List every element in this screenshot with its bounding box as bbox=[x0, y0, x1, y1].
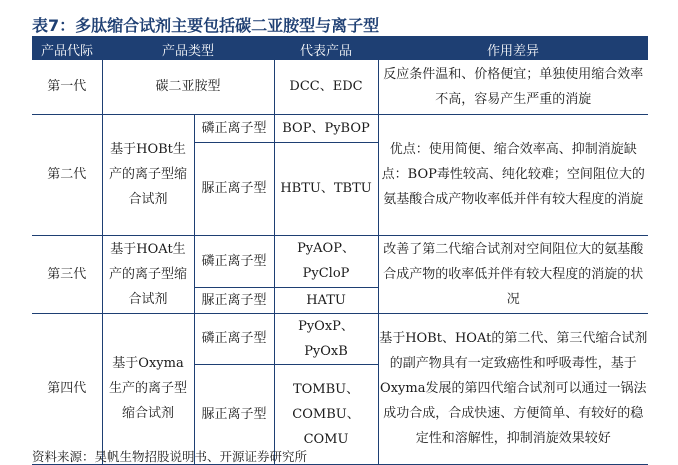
gen1-type: 碳二亚胺型 bbox=[102, 60, 274, 114]
gen1-products: DCC、EDC bbox=[274, 60, 378, 114]
gen2-sub2-products: HBTU、TBTU bbox=[274, 142, 378, 235]
gen4-difference: 基于HOBt、HOAt的第二代、第三代缩合试剂的副产物具有一定致癌性和呼吸毒性，基于Oxyma发展的第四代缩合试剂可以通过一锅法成功合成，合成快速、方便简单、有较好的稳定性和溶解性，抑制消旋效果较好 bbox=[378, 313, 648, 464]
table-row bbox=[32, 235, 648, 287]
gen2-sub1-type: 磷正离子型 bbox=[194, 114, 274, 142]
gen3-generation: 第三代 bbox=[32, 235, 102, 313]
gen4-sub1-products: PyOxP、PyOxB bbox=[274, 313, 378, 364]
gen4-generation: 第四代 bbox=[32, 313, 102, 464]
gen2-difference: 优点：使用简便、缩合效率高、抑制消旋缺点：BOP毒性较高、纯化较难；空间阻位大的氨基酸合成产物收率低并伴有较大程度的消旋 bbox=[378, 114, 648, 235]
gen4-base: 基于Oxyma生产的离子型缩合试剂 bbox=[102, 313, 194, 464]
gen4-sub1-type: 磷正离子型 bbox=[194, 313, 274, 364]
table-title: 表7：多肽缩合试剂主要包括碳二亚胺型与离子型 bbox=[32, 16, 380, 35]
header-generation: 产品代际 bbox=[32, 38, 102, 60]
gen3-sub2-type: 脲正离子型 bbox=[194, 287, 274, 313]
gen1-difference: 反应条件温和、价格便宜；单独使用缩合效率不高，容易产生严重的消旋 bbox=[378, 60, 648, 114]
header-products: 代表产品 bbox=[274, 38, 378, 60]
gen3-sub1-type: 磷正离子型 bbox=[194, 235, 274, 287]
gen4-sub2-products: TOMBU、COMBU、COMU bbox=[274, 364, 378, 464]
header-difference: 作用差异 bbox=[378, 38, 648, 60]
table-row bbox=[32, 313, 648, 364]
gen4-sub2-type: 脲正离子型 bbox=[194, 364, 274, 464]
reagent-table bbox=[32, 38, 648, 465]
gen2-sub1-products: BOP、PyBOP bbox=[274, 114, 378, 142]
gen3-difference: 改善了第二代缩合试剂对空间阻位大的氨基酸合成产物的收率低并伴有较大程度的消旋的状况 bbox=[378, 235, 648, 313]
gen2-generation: 第二代 bbox=[32, 114, 102, 235]
table-row bbox=[32, 60, 648, 114]
gen2-sub2-type: 脲正离子型 bbox=[194, 142, 274, 235]
gen1-generation: 第一代 bbox=[32, 60, 102, 114]
gen3-sub2-products: HATU bbox=[274, 287, 378, 313]
gen3-sub1-products: PyAOP、PyCloP bbox=[274, 235, 378, 287]
header-row bbox=[32, 38, 648, 60]
header-type: 产品类型 bbox=[102, 38, 274, 60]
gen3-base: 基于HOAt生产的离子型缩合试剂 bbox=[102, 235, 194, 313]
source-note: 资料来源：昊帆生物招股说明书、开源证券研究所 bbox=[32, 449, 308, 464]
gen2-base: 基于HOBt生产的离子型缩合试剂 bbox=[102, 114, 194, 235]
table-row bbox=[32, 114, 648, 142]
